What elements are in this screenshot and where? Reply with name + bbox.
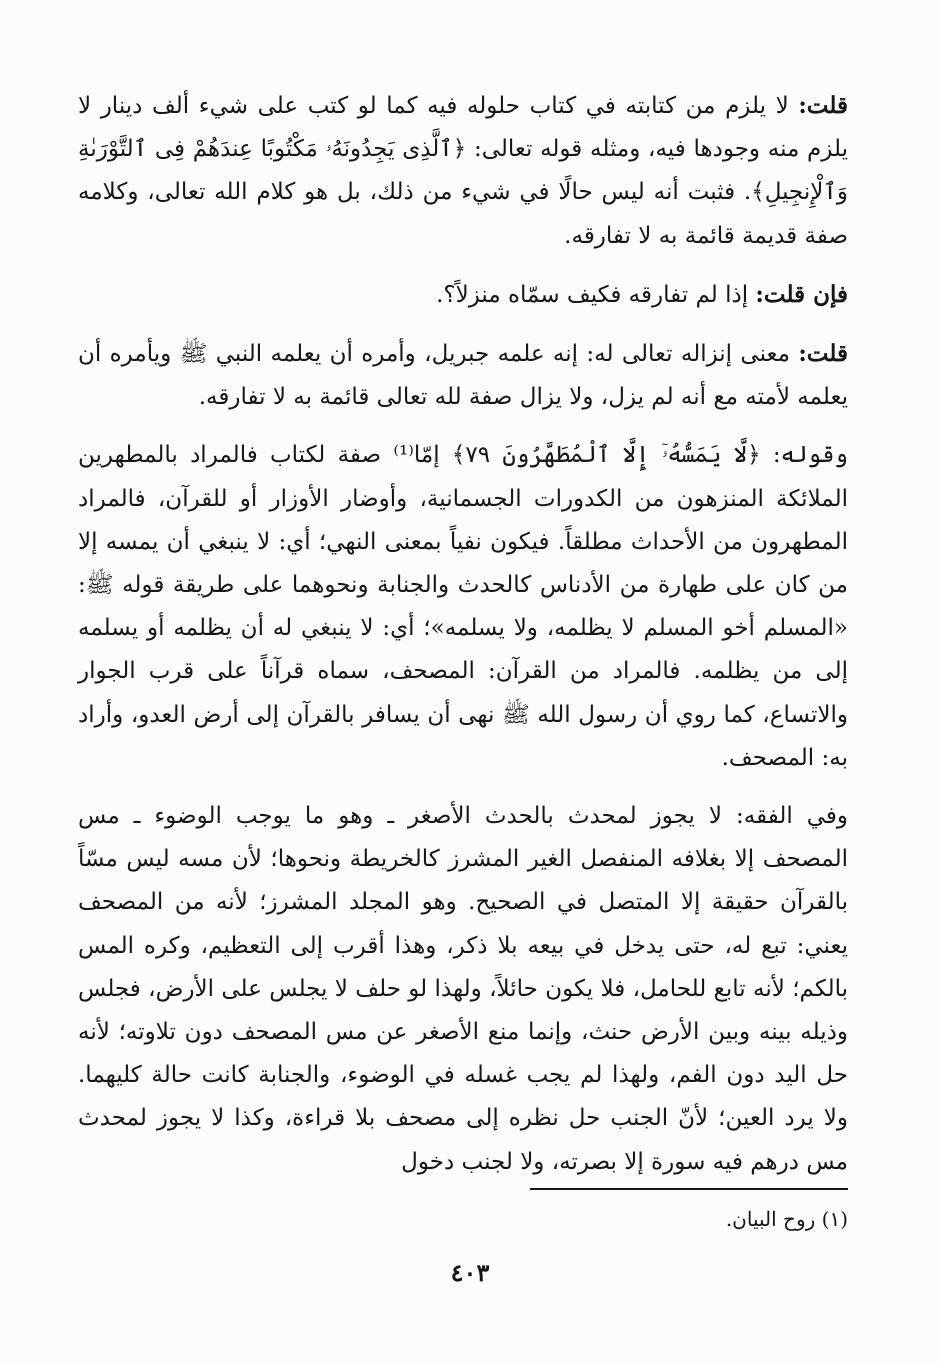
paragraph-text: لا يلزم من كتابته في كتاب حلوله فيه كما لو كتب على شيء ألف دينار لا يلزم منه وجودها فيه، ومثله قوله تعالى: ﴿ٱلَّذِى يَجِدُونَهُۥ مَكْتُوبًا عِندَهُمْ فِى ٱلتَّوْرَىٰةِ وَٱلْإِنجِيلِ﴾. فثبت أنه ليس حالًا في شيء من ذلك، بل هو كلام الله تعالى، وكلامه صفة قديمة قائمة به لا تفارقه. [78,93,848,249]
paragraph-text: إذا لم تفارقه فكيف سمّاه منزلاً؟. [436,281,749,308]
paragraph-text: وفي الفقه: لا يجوز لمحدث بالحدث الأصغر ـ وهو ما يوجب الوضوء ـ مس المصحف إلا بغلافه المنفصل الغير المشرز كالخريطة ونحوها؛ لأن مسه ليس مسّاً بالقرآن حقيقة إلا المتصل في الصحيح. وهو المجلد المشرز؛ لأنه من المصحف يعني: تبع له، حتى يدخل في بيعه بلا ذكر، وهذا أقرب إلى التعظيم، وكره المس بالكم؛ لأنه تابع للحامل، فلا يكون حائلاً، ولهذا لو حلف لا يجلس على الأرض، فجلس وذيله بينه وبين الأرض حنث، وإنما منع الأصغر عن مس المصحف دون تلاوته؛ لأنه حل اليد دون الفم، ولهذا لم يجب غسله في الوضوء، والجنابة كانت حالة كليهما. ولا يرد العين؛ لأنّ الجنب حل نظره إلى مصحف بلا قراءة، وكذا لا يجوز لمحدث مس درهم فيه سورة إلا بصرته، ولا لجنب دخول [78,803,848,1175]
paragraph-lead: قلت: [798,92,848,119]
paragraph-lead: فإن قلت: [755,280,848,308]
main-text [78,84,848,1199]
paragraph-1 [78,84,848,258]
page-number: ٤٠٣ [450,1258,490,1287]
paragraph-4 [78,434,848,780]
paragraph-5 [78,795,848,1184]
paragraph-text: وقوله: ﴿لَّا يَمَسُّهُۥٓ إِلَّا ٱلْمُطَهَّرُونَ ٧٩﴾ إمّا⁽¹⁾ صفة لكتاب فالمراد بالمطهرين الملائكة المنزهون من الكدورات الجسمانية، وأوضار الأوزار أو للقرآن، فالمراد المطهرون من الأحداث مطلقاً. فيكون نفياً بمعنى النهي؛ أي: لا ينبغي أن يمسه إلا من كان على طهارة من الأدناس كالحدث والجنابة ونحوهما على طريقة قوله ﷺ: «المسلم أخو المسلم لا يظلمه، ولا يسلمه»؛ أي: لا ينبغي له أن يظلمه أو يسلمه إلى من يظلمه. فالمراد من القرآن: المصحف، سماه قرآناً على قرب الجوار والاتساع، كما روي أن رسول الله ﷺ نهى أن يسافر بالقرآن إلى أرض العدو، وأراد به: المصحف. [78,442,848,771]
paragraph-3 [78,332,848,419]
paragraph-lead: قلت: [798,340,848,368]
paragraph-text: معنى إنزاله تعالى له: إنه علمه جبريل، وأمره أن يعلمه النبي ﷺ ويأمره أن يعلمه لأمته مع أنه لم يزل، ولا يزال صفة لله تعالى قائمة به لا تفارقه. [78,341,848,411]
paragraph-2 [78,273,848,317]
footnote-divider [530,1188,848,1190]
footnote: (١) روح البيان. [725,1207,848,1231]
